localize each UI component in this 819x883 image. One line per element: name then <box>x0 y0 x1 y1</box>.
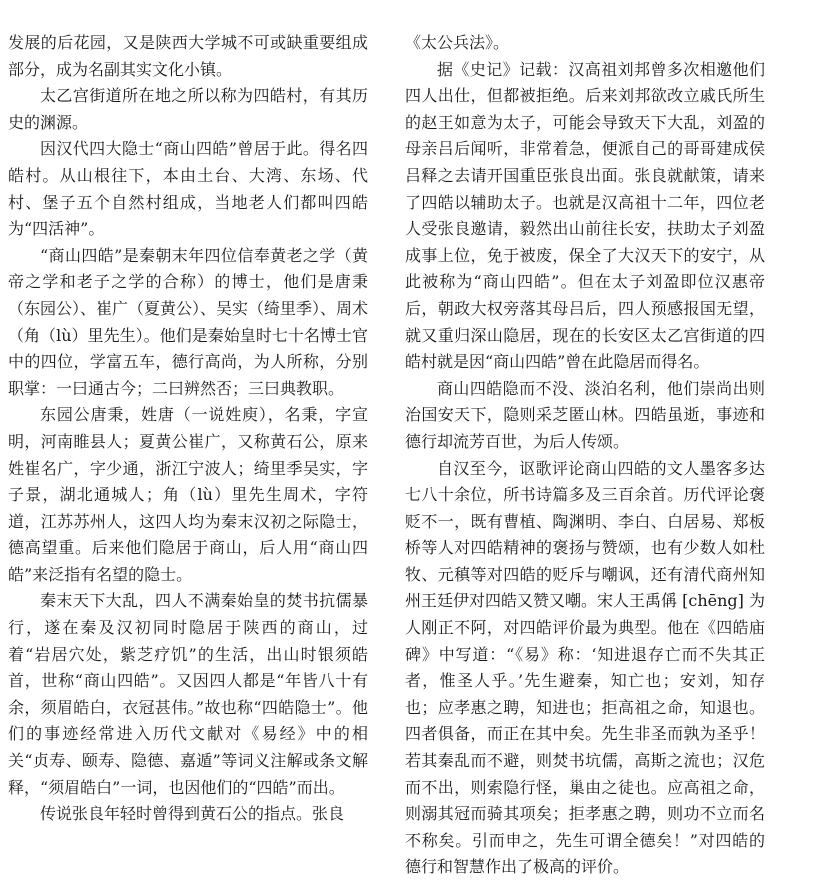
paragraph: 发展的后花园，又是陕西大学城不可或缺重要组成部分，成为名副其实文化小镇。 <box>8 33 368 79</box>
paragraph: 《太公兵法》。 <box>405 33 510 52</box>
paragraph: 东园公唐秉，姓唐（一说姓庾），名秉，字宣明，河南睢县人；夏黄公崔广，又称黄石公，原来姓崔名广，字少通，浙江宁波人；绮里季吴实，字子景，湖北通城人；角（lù）里先生周术，字符道，江苏苏州人，这四人均为秦末汉初之际隐士，德高望重。后来他们隐居于商山，后人用“商山四皓”来泛指有名望的隐士。 <box>8 405 368 584</box>
right-column <box>405 30 765 881</box>
paragraph: 商山四皓隐而不没、淡泊名利，他们崇尚出则治国安天下，隐则采芝匿山林。四皓虽逝，事迹和德行却流芳百世，为后人传颂。 <box>405 378 765 451</box>
paragraph: 因汉代四大隐士“商山四皓”曾居于此。得名四皓村。从山根往下，本由土台、大湾、东场、代村、堡子五个自然村组成，当地老人们都叫四皓为“四活神”。 <box>8 139 368 239</box>
paragraph: 自汉至今，讴歌评论商山四皓的文人墨客多达七八十余位，所书诗篇多及三百余首。历代评论褒贬不一，既有曹植、陶渊明、李白、白居易、郑板桥等人对四皓精神的褒扬与赞颂，也有少数人如杜牧、元稹等对四皓的贬斥与嘲讽，还有清代商州知州王廷伊对四皓又赞又嘲。宋人王禹偁 [chēng] 为人刚正不阿，对四皓评价最为典型。他在《四皓庙碑》中写道：“《易》称：‘知进退存亡而不失其正者，惟圣人乎。’先生避秦，知亡也；安刘，知存也；应孝惠之聘，知进也；拒高祖之命，知退也。四者俱备，而正在其中矣。先生非圣而孰为圣乎！若其秦乱而不避，则焚书坑儒，高斯之流也；汉危而不出，则索隐行怪，巢由之徒也。应高祖之命，则溺其冠而骑其项矣；拒孝惠之聘，则功不立而名不称矣。引而申之，先生可谓全德矣！”对四皓的德行和智慧作出了极高的评价。 <box>405 458 765 877</box>
left-column <box>8 30 368 828</box>
paragraph: 太乙宫街道所在地之所以称为四皓村，有其历史的渊源。 <box>8 86 368 132</box>
paragraph: 秦末天下大乱，四人不满秦始皇的焚书抗儒暴行，遂在秦及汉初同时隐居于陕西的商山，过着“岩居穴处，紫芝疗饥”的生活，出山时银须皓首，世称“商山四皓”。又因四人都是“年皆八十有余，须眉皓白，衣冠甚伟。”故也称“四皓隐士”。他们的事迹经常进入历代文献对《易经》中的相关“贞寿、颐寿、隐德、嘉遁”等词义注解或条文解释，“须眉皓白”一词，也因他们的“四皓”而出。 <box>8 591 368 797</box>
paragraph: 据《史记》记载：汉高祖刘邦曾多次相邀他们四人出仕，但都被拒绝。后来刘邦欲改立戚氏所生的赵王如意为太子，可能会导致天下大乱，刘盈的母亲吕后闻听，非常着急，便派自己的哥哥建成侯吕释之去请开国重臣张良出面。张良就献策，请来了四皓以辅助太子。也就是汉高祖十二年，四位老人受张良邀请，毅然出山前往长安，扶助太子刘盈成事上位，免于被废，保全了大汉天下的安宁，从此被称为“商山四皓”。但在太子刘盈即位汉惠帝后，朝政大权旁落其母吕后，四人预感报国无望，就又重归深山隐居，现在的长安区太乙宫街道的四皓村就是因“商山四皓”曾在此隐居而得名。 <box>405 59 765 372</box>
paragraph: 传说张良年轻时曾得到黄石公的指点。张良 <box>40 804 345 824</box>
paragraph: “商山四皓”是秦朝末年四位信奉黄老之学（黄帝之学和老子之学的合称）的博士，他们是唐秉（东园公）、崔广（夏黄公）、吴实（绮里季）、周术（角（lù）里先生）。他们是秦始皇时七十名博士官中的四位，学富五车，德行高尚，为人所称，分别职掌：一曰通古今；二曰辨然否；三曰典教职。 <box>8 245 369 398</box>
